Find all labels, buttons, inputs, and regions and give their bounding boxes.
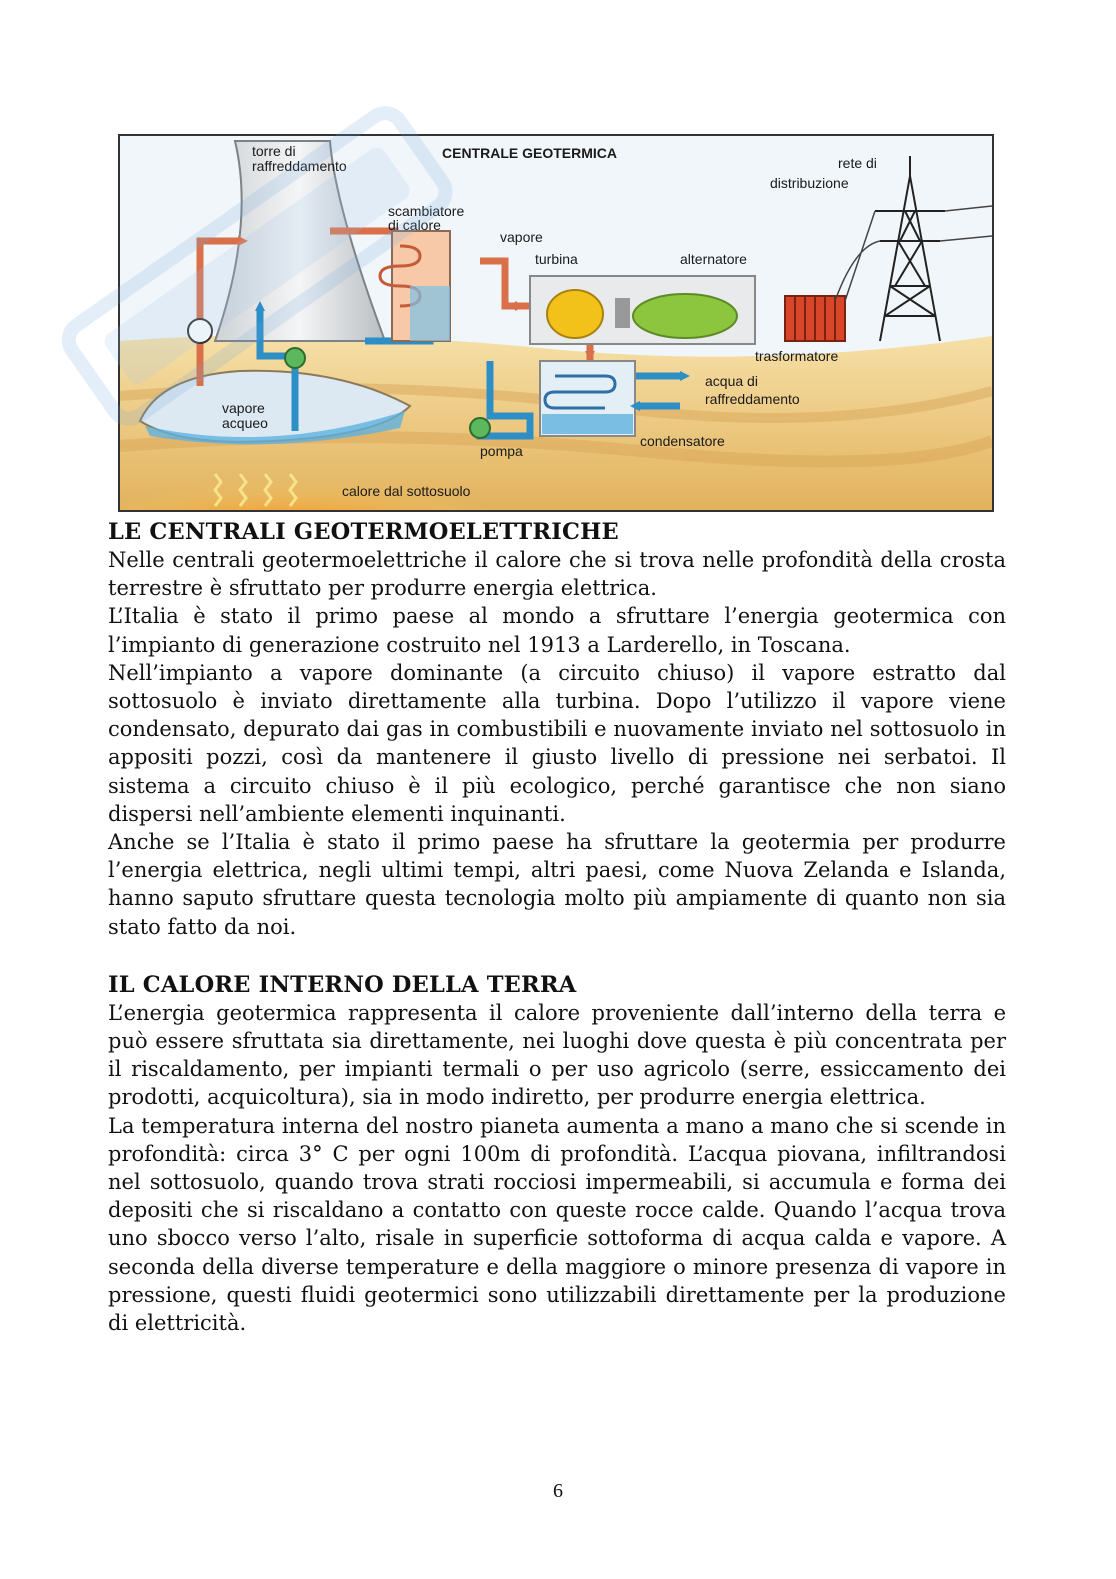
document-body — [108, 518, 1006, 1337]
label-heat-exchanger-1: scambiatore — [388, 203, 465, 219]
paragraph: L’energia geotermica rappresenta il calore proveniente dall’interno della terra e può essere sfruttata sia direttamente, nei luoghi dove questa è più concentrata per il riscaldamento, per impianti termali o per uso agricolo (serre, essiccamento dei prodotti, acquicoltura), sia in modo indiretto, per produrre energia elettrica. — [108, 1000, 1006, 1110]
paragraph: L’Italia è stato il primo paese al mondo a sfruttare l’energia geotermica con l’impianto di generazione costruito nel 1913 a Larderello, in Toscana. — [108, 604, 1006, 657]
label-water-vapor-2: acqueo — [222, 415, 268, 431]
paragraph: Nell’impianto a vapore dominante (a circuito chiuso) il vapore estratto dal sottosuolo è inviato direttamente alla turbina. Dopo l’utilizzo il vapore viene condensato, depurato dai gas in combustibili e nuovamente inviato nel sottosuolo in appositi pozzi, così da mantenere il giusto livello di pressione nei serbatoi. Il sistema a circuito chiuso è il più ecologico, perché garantisce che non siano dispersi nell’ambiente elementi inquinanti. — [108, 660, 1006, 826]
diagram-title: CENTRALE GEOTERMICA — [442, 145, 617, 161]
paragraph: Anche se l’Italia è stato il primo paese ha sfruttare la geotermia per produrre l’energia elettrica, negli ultimi tempi, altri paesi, come Nuova Zelanda e Islanda, hanno saputo sfruttare questa tecnologia molto più ampiamente di quanto non sia stato fatto da noi. — [108, 830, 1006, 939]
label-underground-heat: calore dal sottosuolo — [342, 483, 471, 499]
label-cooling-tower-2: raffreddamento — [252, 158, 347, 174]
pump-icon — [285, 348, 305, 368]
label-water-vapor-1: vapore — [222, 400, 265, 416]
label-cooling-water-2: raffreddamento — [705, 391, 800, 407]
geothermal-plant-diagram — [118, 134, 994, 512]
alternator — [633, 294, 737, 338]
section-title-earth-internal-heat: IL CALORE INTERNO DELLA TERRA — [108, 971, 577, 998]
pump-icon — [470, 418, 490, 438]
label-heat-exchanger-2: di calore — [388, 217, 441, 233]
label-grid-2: distribuzione — [770, 175, 849, 191]
label-cooling-tower-1: torre di — [252, 143, 296, 159]
label-grid-1: rete di — [838, 155, 877, 171]
valve-icon — [188, 319, 212, 343]
label-alternator: alternatore — [680, 251, 747, 267]
paragraph: Nelle centrali geotermoelettriche il calore che si trova nelle profondità della crosta terrestre è sfruttato per produrre energia elettrica. — [108, 548, 1006, 601]
label-pump: pompa — [480, 443, 523, 459]
label-cooling-water-1: acqua di — [705, 373, 758, 389]
label-condenser: condensatore — [640, 433, 725, 449]
diagram-svg — [120, 136, 992, 510]
paragraph: La temperatura interna del nostro pianeta aumenta a mano a mano che si scende in profondità: circa 3° C per ogni 100m di profondità. L’acqua piovana, infiltrandosi nel sottosuolo, quando trova strati rocciosi impermeabili, si accumula e forma dei depositi che si riscaldano a contatto con queste rocce calde. Quando l’acqua trova uno sbocco verso l’alto, risale in superficie sottoforma di acqua calda e vapore. A seconda della diverse temperature e della maggiore o minore presenza di vapore in pressione, questi fluidi geotermici sono utilizzabili direttamente per la produzione di elettricità. — [108, 1113, 1006, 1336]
label-steam: vapore — [500, 229, 543, 245]
turbine — [547, 290, 603, 338]
page-number: 6 — [553, 1480, 563, 1502]
label-turbine: turbina — [535, 251, 578, 267]
section-title-geothermal-plants: LE CENTRALI GEOTERMOELETTRICHE — [108, 519, 619, 545]
label-transformer: trasformatore — [755, 348, 839, 364]
